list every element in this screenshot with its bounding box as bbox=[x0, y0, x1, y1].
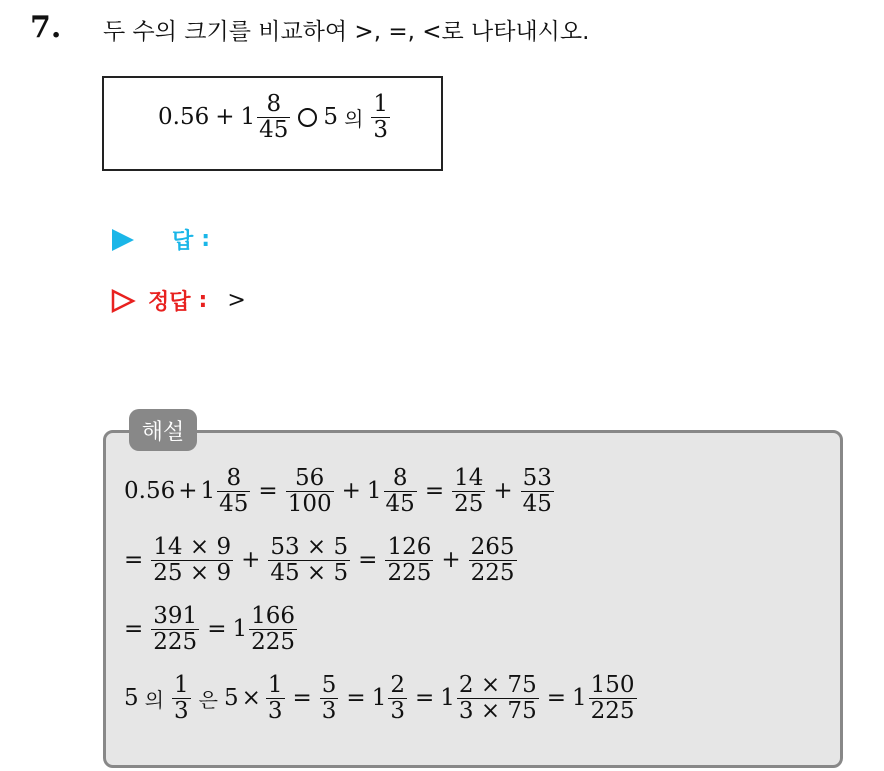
operator: × bbox=[241, 685, 261, 712]
denominator: 45 × 5 bbox=[270, 559, 349, 586]
numerator: 166 bbox=[251, 603, 296, 629]
numerator: 150 bbox=[590, 672, 635, 698]
fraction bbox=[521, 466, 554, 517]
fraction bbox=[385, 535, 433, 586]
denominator: 45 bbox=[219, 490, 249, 517]
numerator: 5 bbox=[321, 672, 337, 698]
term: 1 bbox=[371, 685, 387, 712]
denominator: 225 bbox=[251, 628, 296, 655]
denominator: 25 bbox=[454, 490, 484, 517]
solution-line-2 bbox=[124, 535, 519, 586]
operator: + bbox=[441, 547, 461, 574]
denominator: 3 bbox=[390, 697, 405, 724]
operator: + bbox=[178, 478, 198, 505]
operator: = bbox=[346, 685, 366, 712]
fraction bbox=[266, 673, 285, 724]
fraction bbox=[371, 92, 390, 143]
numerator: 2 × 75 bbox=[458, 672, 537, 698]
of-word: 의 bbox=[144, 687, 164, 712]
plus-sign: + bbox=[215, 104, 235, 131]
answer-label: 답 bbox=[172, 229, 194, 254]
fraction bbox=[589, 673, 637, 724]
correct-answer-colon: : bbox=[198, 288, 208, 313]
decimal-value: 0.56 bbox=[158, 104, 210, 131]
problem-box bbox=[102, 76, 443, 171]
operator: = bbox=[258, 478, 278, 505]
term: 1 bbox=[232, 616, 248, 643]
denominator: 3 bbox=[321, 697, 337, 724]
numerator: 265 bbox=[470, 534, 515, 560]
denominator: 225 bbox=[590, 697, 635, 724]
fraction bbox=[384, 466, 417, 517]
operator: = bbox=[546, 685, 566, 712]
topic-particle: 은 bbox=[198, 687, 218, 712]
numerator: 56 bbox=[295, 465, 325, 491]
numerator: 8 bbox=[226, 465, 242, 491]
solution-tab: 해설 bbox=[129, 409, 197, 451]
term: 1 bbox=[200, 478, 216, 505]
fraction bbox=[457, 673, 539, 724]
denominator: 3 × 75 bbox=[458, 697, 537, 724]
numerator: 2 bbox=[390, 672, 405, 698]
numerator: 1 bbox=[267, 672, 283, 698]
numerator: 53 × 5 bbox=[270, 534, 349, 560]
term: 5 bbox=[223, 685, 239, 712]
fraction bbox=[388, 673, 407, 724]
numerator: 14 bbox=[454, 465, 484, 491]
operator: = bbox=[207, 616, 227, 643]
solution-line-3 bbox=[124, 604, 299, 655]
denominator: 225 bbox=[470, 559, 515, 586]
operator: = bbox=[292, 685, 312, 712]
term: 1 bbox=[571, 685, 587, 712]
denominator: 225 bbox=[387, 559, 432, 586]
fraction bbox=[217, 466, 250, 517]
denominator: 25 × 9 bbox=[153, 559, 232, 586]
operator: = bbox=[358, 547, 378, 574]
operator: = bbox=[424, 478, 445, 505]
numerator: 14 × 9 bbox=[153, 534, 232, 560]
denominator: 3 bbox=[267, 697, 283, 724]
correct-answer-value: > bbox=[227, 288, 246, 313]
solution-line-4 bbox=[124, 673, 639, 724]
operator: + bbox=[341, 478, 361, 505]
denominator: 45 bbox=[259, 116, 289, 143]
problem-expression bbox=[158, 92, 392, 143]
operator: = bbox=[124, 616, 144, 643]
correct-answer-row bbox=[110, 285, 246, 316]
fraction bbox=[151, 535, 233, 586]
denominator: 45 bbox=[385, 490, 415, 517]
fraction bbox=[151, 604, 199, 655]
play-outline-icon bbox=[110, 288, 136, 314]
mixed-whole: 1 bbox=[240, 104, 256, 131]
numerator: 1 bbox=[173, 672, 189, 698]
operator: + bbox=[493, 478, 513, 505]
play-filled-icon bbox=[110, 227, 136, 253]
term: 5 bbox=[124, 685, 139, 712]
denominator: 45 bbox=[522, 490, 552, 517]
fraction bbox=[268, 535, 350, 586]
fraction bbox=[469, 535, 517, 586]
whole-number: 5 bbox=[323, 104, 339, 131]
denominator: 100 bbox=[287, 490, 332, 517]
operator: = bbox=[414, 685, 435, 712]
fraction bbox=[257, 92, 290, 143]
numerator: 126 bbox=[387, 534, 432, 560]
question-text: 두 수의 크기를 비교하여 >, =, <로 나타내시오. bbox=[103, 19, 590, 45]
solution-line-1 bbox=[124, 466, 556, 517]
answer-row bbox=[110, 224, 210, 255]
numerator: 1 bbox=[373, 91, 389, 117]
fraction bbox=[452, 466, 485, 517]
operator: = bbox=[124, 547, 144, 574]
numerator: 8 bbox=[392, 465, 408, 491]
term: 1 bbox=[440, 685, 455, 712]
term: 1 bbox=[366, 478, 382, 505]
fraction bbox=[249, 604, 297, 655]
answer-colon: : bbox=[201, 227, 211, 252]
denominator: 3 bbox=[373, 116, 389, 143]
question-number: 7. bbox=[30, 10, 62, 45]
fraction bbox=[172, 673, 191, 724]
numerator: 53 bbox=[522, 465, 552, 491]
numerator: 391 bbox=[153, 603, 198, 629]
of-word: 의 bbox=[344, 106, 364, 131]
denominator: 225 bbox=[153, 628, 198, 655]
numerator: 8 bbox=[266, 91, 282, 117]
fraction bbox=[320, 673, 339, 724]
term: 0.56 bbox=[124, 478, 176, 505]
operator: + bbox=[241, 547, 261, 574]
denominator: 3 bbox=[173, 697, 189, 724]
correct-answer-label: 정답 bbox=[148, 290, 191, 315]
fraction bbox=[286, 466, 334, 517]
blank-circle-icon bbox=[298, 108, 317, 127]
